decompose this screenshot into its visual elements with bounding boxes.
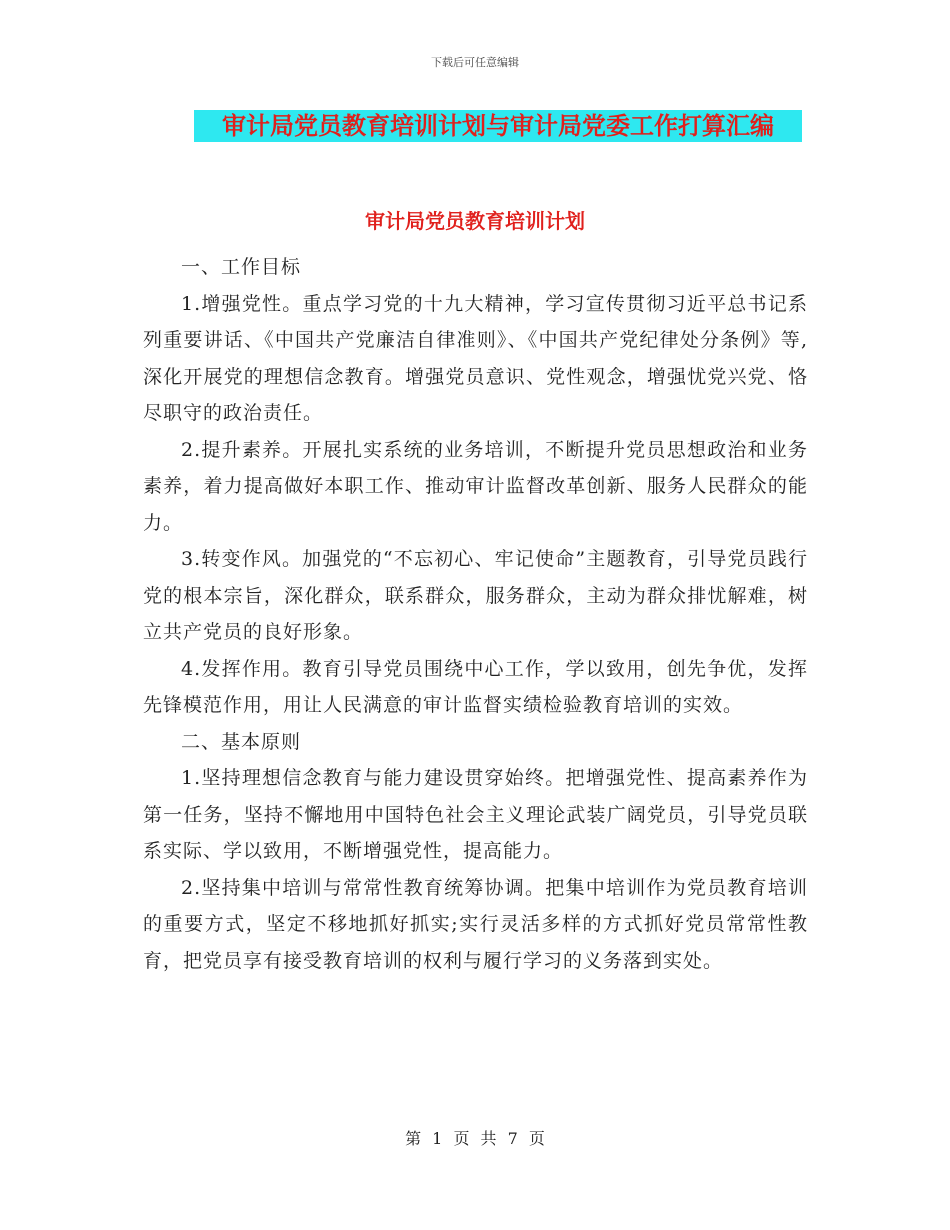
paragraph: 2.提升素养。开展扎实系统的业务培训，不断提升党员思想政治和业务素养，着力提高做好本职工作、推动审计监督改革创新、服务人民群众的能力。 [143, 438, 808, 534]
heading-basic-principles: 二、基本原则 [181, 730, 302, 753]
paragraph: 3.转变作风。加强党的“不忘初心、牢记使命”主题教育，引导党员践行党的根本宗旨，深化群众，联系群众，服务群众，主动为群众排忧解难，树立共产党员的良好形象。 [143, 548, 808, 643]
document-body [143, 249, 808, 979]
heading-work-goals: 一、工作目标 [181, 256, 302, 278]
paragraph: 1.坚持理想信念教育与能力建设贯穿始终。把增强党性、提高素养作为第一任务，坚持不懈地用中国特色社会主义理论武装广阔党员，引导党员联系实际、学以致用，不断增强党性，提高能力。 [143, 767, 808, 862]
header-note: 下载后可任意编辑 [431, 56, 519, 69]
paragraph: 4.发挥作用。教育引导党员围绕中心工作，学以致用，创先争优，发挥先锋模范作用，用让人民满意的审计监督实绩检验教育培训的实效。 [143, 657, 808, 716]
document-title: 审计局党员教育培训计划与审计局党委工作打算汇编 [194, 110, 802, 142]
paragraph: 1.增强党性。重点学习党的十九大精神，学习宣传贯彻习近平总书记系列重要讲话、《中国共产党廉洁自律准则》、《中国共产党纪律处分条例》等,深化开展党的理想信念教育。增强党员意识、党性观念，增强忧党兴党、恪尽职守的政治责任。 [143, 292, 808, 424]
page-footer: 第 1 页 共 7 页 [405, 1129, 545, 1148]
paragraph: 2.坚持集中培训与常常性教育统筹协调。把集中培训作为党员教育培训的重要方式，坚定不移地抓好抓实;实行灵活多样的方式抓好党员常常性教育，把党员享有接受教育培训的权利与履行学习的义务落到实处。 [143, 876, 808, 972]
section-title: 审计局党员教育培训计划 [365, 209, 585, 233]
